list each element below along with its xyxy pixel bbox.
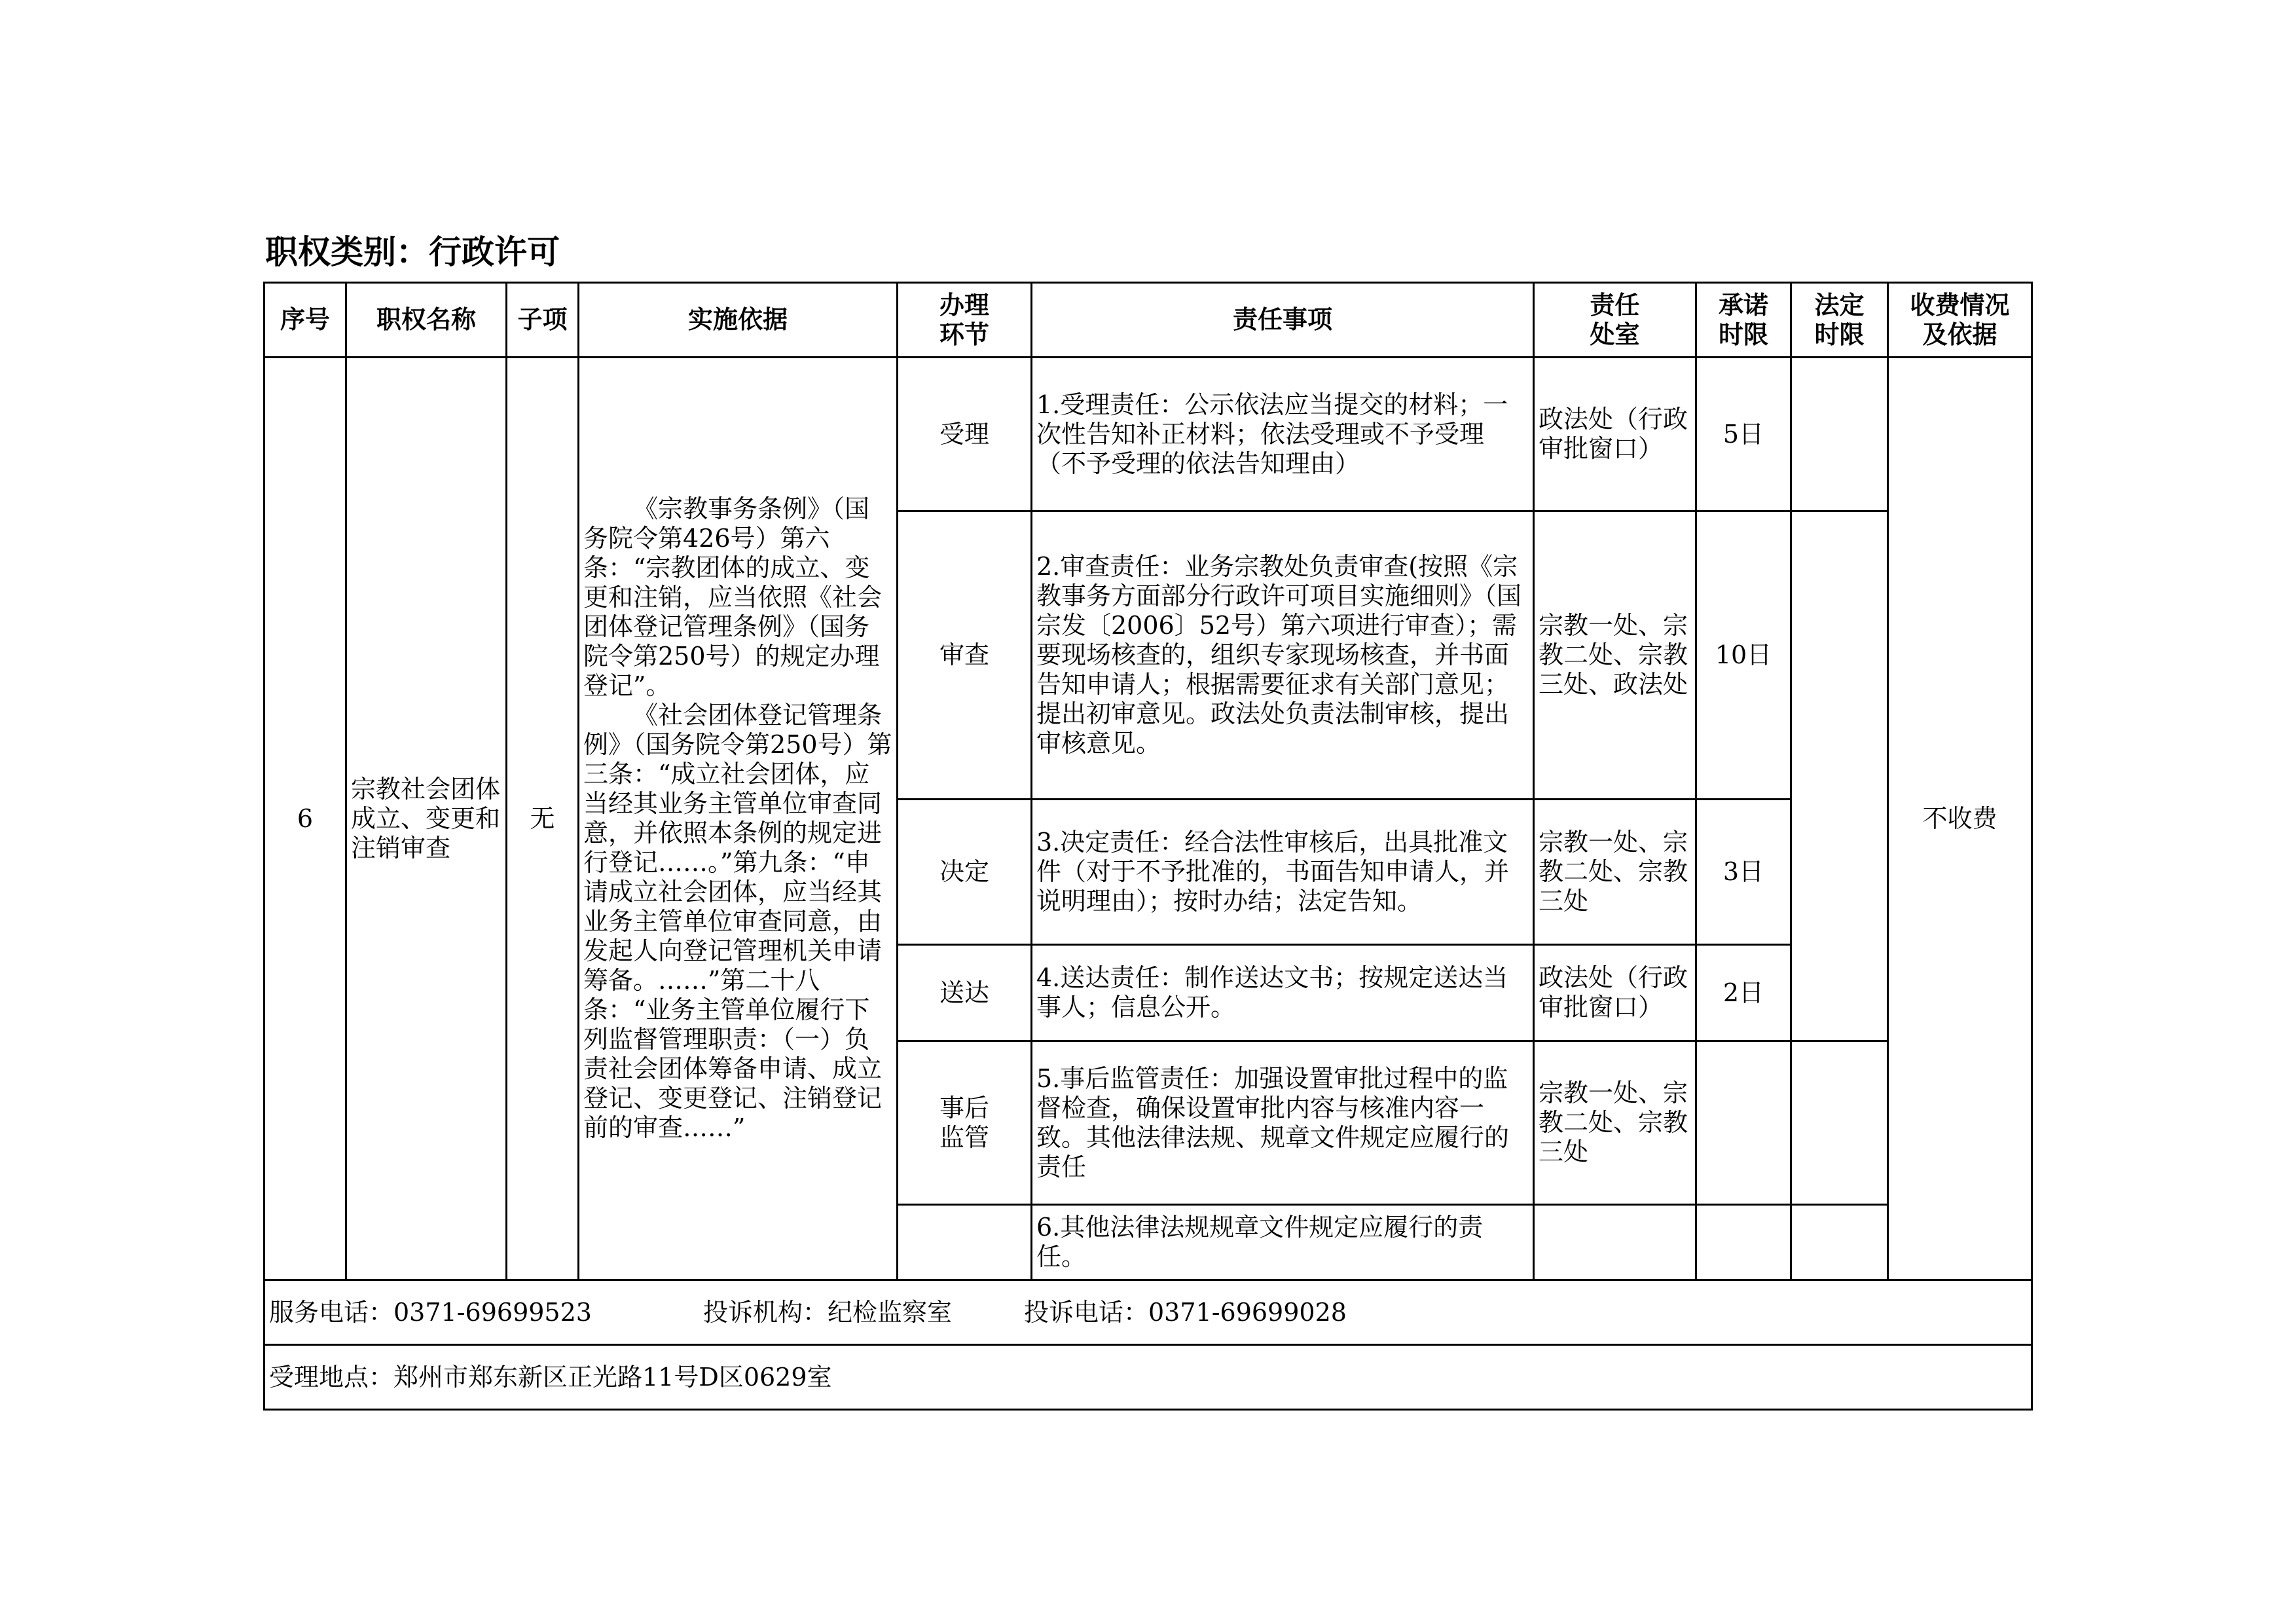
duty-cell: 4.送达责任：制作送达文书；按规定送达当事人；信息公开。 bbox=[1032, 945, 1534, 1041]
table-row bbox=[264, 358, 2032, 511]
item-fee: 不收费 bbox=[1888, 358, 2032, 1280]
promise-cell: 5日 bbox=[1696, 358, 1791, 511]
header-row bbox=[264, 283, 2032, 358]
item-sub: 无 bbox=[507, 358, 579, 1280]
duty-cell: 5.事后监管责任：加强设置审批过程中的监督检查，确保设置审批内容与核准内容一致。其他法律法规、规章文件规定应履行的责任 bbox=[1032, 1041, 1534, 1205]
header-sub: 子项 bbox=[507, 283, 579, 358]
stage-cell: 审查 bbox=[898, 511, 1032, 800]
footer-contact bbox=[264, 1280, 2032, 1345]
service-phone: 服务电话：0371-69699523 bbox=[269, 1297, 592, 1327]
stage-cell: 事后 监管 bbox=[898, 1041, 1032, 1205]
promise-cell bbox=[1696, 1041, 1791, 1205]
promise-cell: 2日 bbox=[1696, 945, 1791, 1041]
header-duty: 责任事项 bbox=[1032, 283, 1534, 358]
office-cell: 政法处（行政审批窗口） bbox=[1534, 945, 1696, 1041]
office-cell: 宗教一处、宗教二处、宗教三处 bbox=[1534, 800, 1696, 945]
office-cell: 宗教一处、宗教二处、宗教三处 bbox=[1534, 1041, 1696, 1205]
duty-cell: 2.审查责任：业务宗教处负责审查(按照《宗教事务方面部分行政许可项目实施细则》（国宗发〔2006〕52号）第六项进行审查）；需要现场核查的，组织专家现场核查，并书面告知申请人；根据需要征求有关部门意见；提出初审意见。政法处负责法制审核，提出审核意见。 bbox=[1032, 511, 1534, 800]
header-office: 责任 处室 bbox=[1534, 283, 1696, 358]
header-legal: 法定 时限 bbox=[1791, 283, 1888, 358]
duty-cell: 3.决定责任：经合法性审核后，出具批准文件（对于不予批准的，书面告知申请人，并说明理由）；按时办结；法定告知。 bbox=[1032, 800, 1534, 945]
stage-cell: 受理 bbox=[898, 358, 1032, 511]
legal-cell bbox=[1791, 358, 1888, 511]
header-fee: 收费情况 及依据 bbox=[1888, 283, 2032, 358]
legal-cell bbox=[1791, 1041, 1888, 1205]
footer-contact-row bbox=[264, 1280, 2032, 1345]
duty-cell: 1.受理责任：公示依法应当提交的材料；一次性告知补正材料；依法受理或不予受理（不予受理的依法告知理由） bbox=[1032, 358, 1534, 511]
header-seq: 序号 bbox=[264, 283, 346, 358]
promise-cell bbox=[1696, 1205, 1791, 1280]
footer-address-row bbox=[264, 1345, 2032, 1410]
authority-table bbox=[263, 282, 2033, 1411]
promise-cell: 3日 bbox=[1696, 800, 1791, 945]
stage-cell: 决定 bbox=[898, 800, 1032, 945]
complaint-phone: 投诉电话：0371-69699028 bbox=[1023, 1297, 1347, 1327]
header-name: 职权名称 bbox=[346, 283, 507, 358]
stage-cell: 送达 bbox=[898, 945, 1032, 1041]
header-promise: 承诺 时限 bbox=[1696, 283, 1791, 358]
item-name: 宗教社会团体成立、变更和注销审查 bbox=[346, 358, 507, 1280]
header-stage: 办理 环节 bbox=[898, 283, 1032, 358]
office-cell bbox=[1534, 1205, 1696, 1280]
item-seq: 6 bbox=[264, 358, 346, 1280]
complaint-org: 投诉机构：纪检监察室 bbox=[702, 1297, 952, 1327]
basis-paragraph-1: 《宗教事务条例》（国务院令第426号）第六条：“宗教团体的成立、变更和注销，应当依照《社会团体登记管理条例》（国务院令第250号）的规定办理登记”。 bbox=[583, 494, 883, 700]
item-basis bbox=[579, 358, 898, 1280]
legal-cell bbox=[1791, 511, 1888, 1041]
footer-address: 受理地点：郑州市郑东新区正光路11号D区0629室 bbox=[264, 1345, 2032, 1410]
duty-cell: 6.其他法律法规规章文件规定应履行的责任。 bbox=[1032, 1205, 1534, 1280]
page-title: 职权类别：行政许可 bbox=[265, 233, 560, 271]
promise-cell: 10日 bbox=[1696, 511, 1791, 800]
basis-paragraph-2: 《社会团体登记管理条例》（国务院令第250号）第三条：“成立社会团体，应当经其业务主管单位审查同意，并依照本条例的规定进行登记……。”第九条：“申请成立社会团体，应当经其业务主管单位审查同意，由发起人向登记管理机关申请筹备。……”第二十八条：“业务主管单位履行下列监督管理职责：（一）负责社会团体筹备申请、成立登记、变更登记、注销登记前的审查……” bbox=[583, 701, 892, 1142]
legal-cell bbox=[1791, 1205, 1888, 1280]
header-basis: 实施依据 bbox=[579, 283, 898, 358]
office-cell: 政法处（行政审批窗口） bbox=[1534, 358, 1696, 511]
office-cell: 宗教一处、宗教二处、宗教三处、政法处 bbox=[1534, 511, 1696, 800]
stage-cell bbox=[898, 1205, 1032, 1280]
